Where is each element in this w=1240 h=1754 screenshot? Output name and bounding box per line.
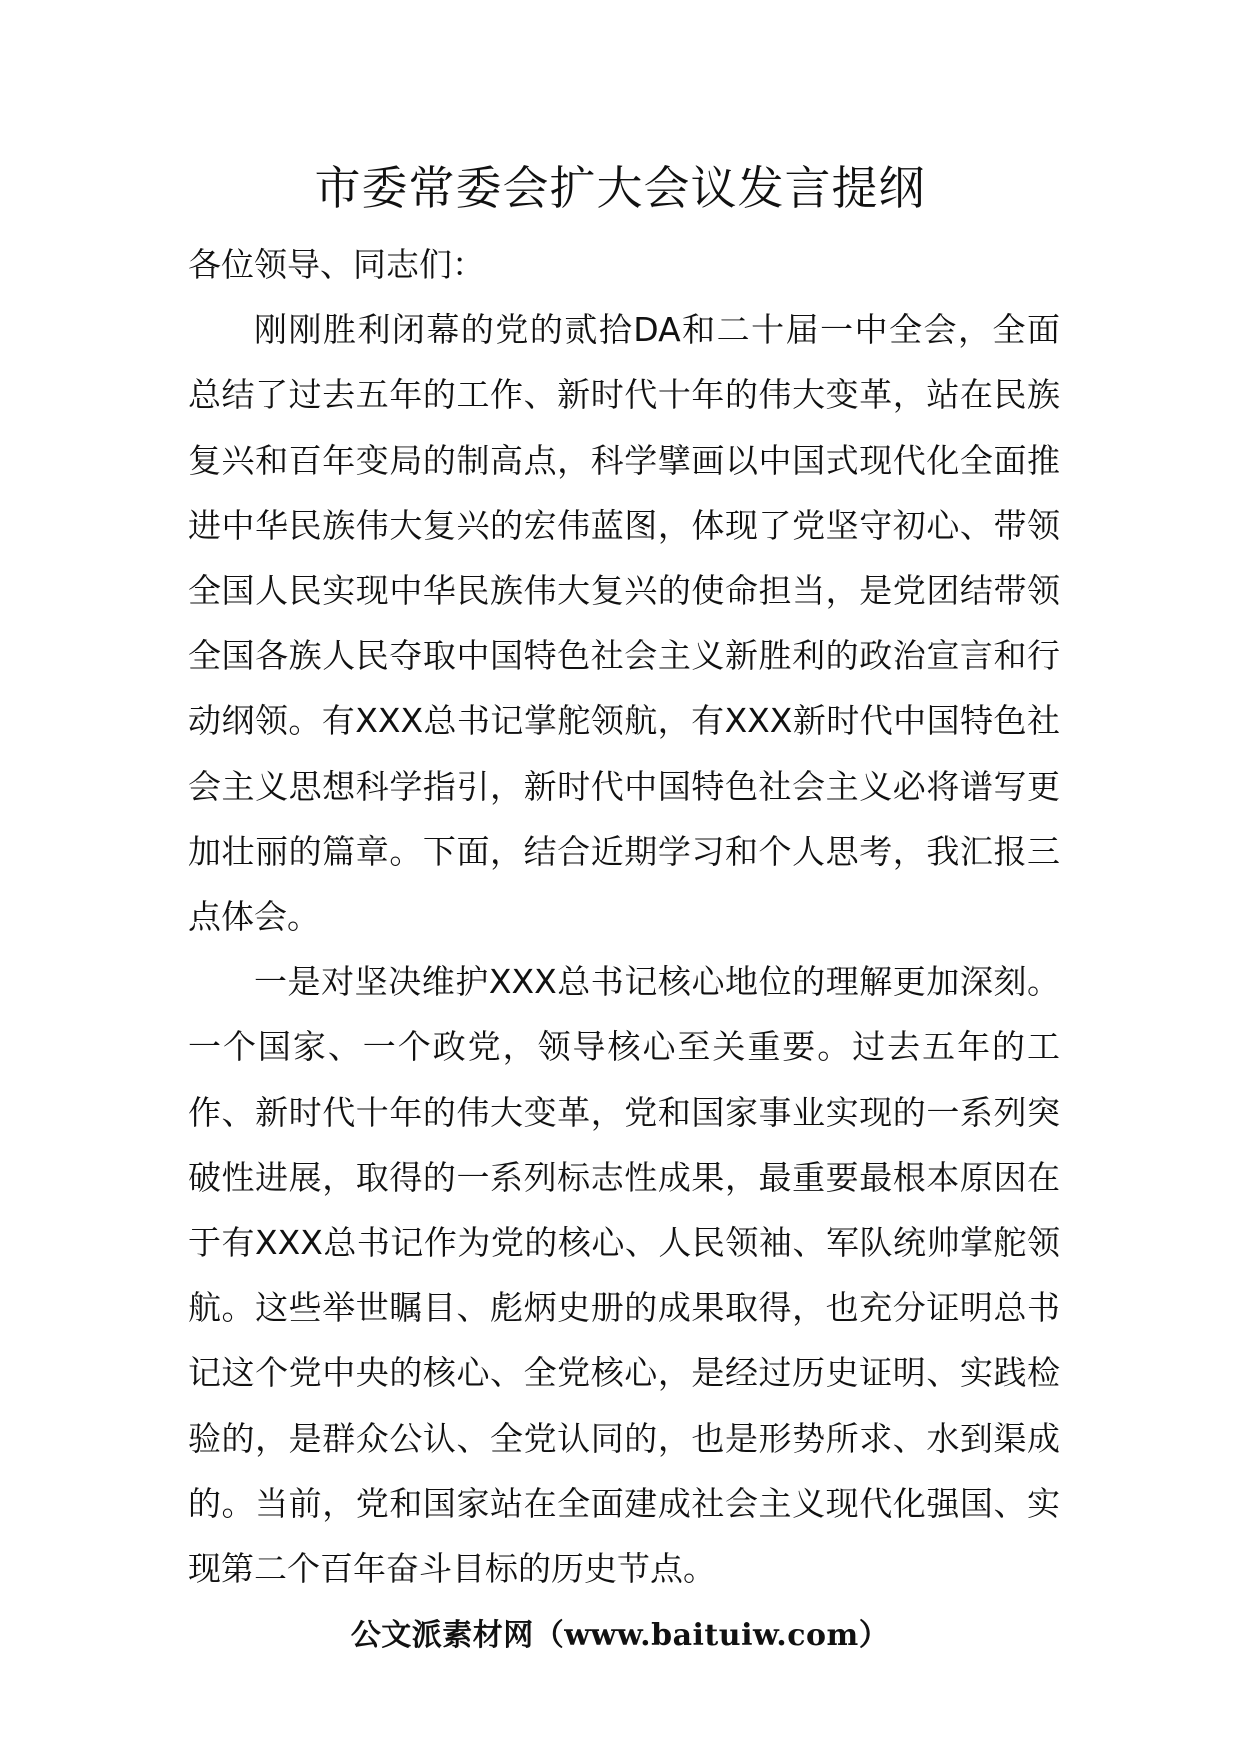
document-title: 市委常委会扩大会议发言提纲 <box>314 161 926 215</box>
paragraph-1: 刚刚胜利闭幕的党的贰拾DA和二十届一中全会，全面总结了过去五年的工作、新时代十年的伟大变革，站在民族复兴和百年变局的制高点，科学擘画以中国式现代化全面推进中华民族伟大复兴的宏伟蓝图，体现了党坚守初心、带领全国人民实现中华民族伟大复兴的使命担当，是党团结带领全国各族人民夺取中国特色社会主义新胜利的政治宣言和行动纲领。有XXX总书记掌舵领航，有XXX新时代中国特色社会主义思想科学指引，新时代中国特色社会主义必将谱写更加壮丽的篇章。下面，结合近期学习和个人思考，我汇报三点体会。 <box>188 310 1060 937</box>
document-body <box>188 232 1060 1601</box>
paragraph-2: 一是对坚决维护XXX总书记核心地位的理解更加深刻。一个国家、一个政党，领导核心至关重要。过去五年的工作、新时代十年的伟大变革，党和国家事业实现的一系列突破性进展，取得的一系列标志性成果，最重要最根本原因在于有XXX总书记作为党的核心、人民领袖、军队统帅掌舵领航。这些举世瞩目、彪炳史册的成果取得，也充分证明总书记这个党中央的核心、全党核心，是经过历史证明、实践检验的，是群众公认、全党认同的，也是形势所求、水到渠成的。当前，党和国家站在全面建成社会主义现代化强国、实现第二个百年奋斗目标的历史节点。 <box>188 962 1060 1589</box>
footer-watermark: 公文派素材网（www.baituiw.com） <box>350 1618 890 1653</box>
salutation: 各位领导、同志们： <box>188 245 485 284</box>
